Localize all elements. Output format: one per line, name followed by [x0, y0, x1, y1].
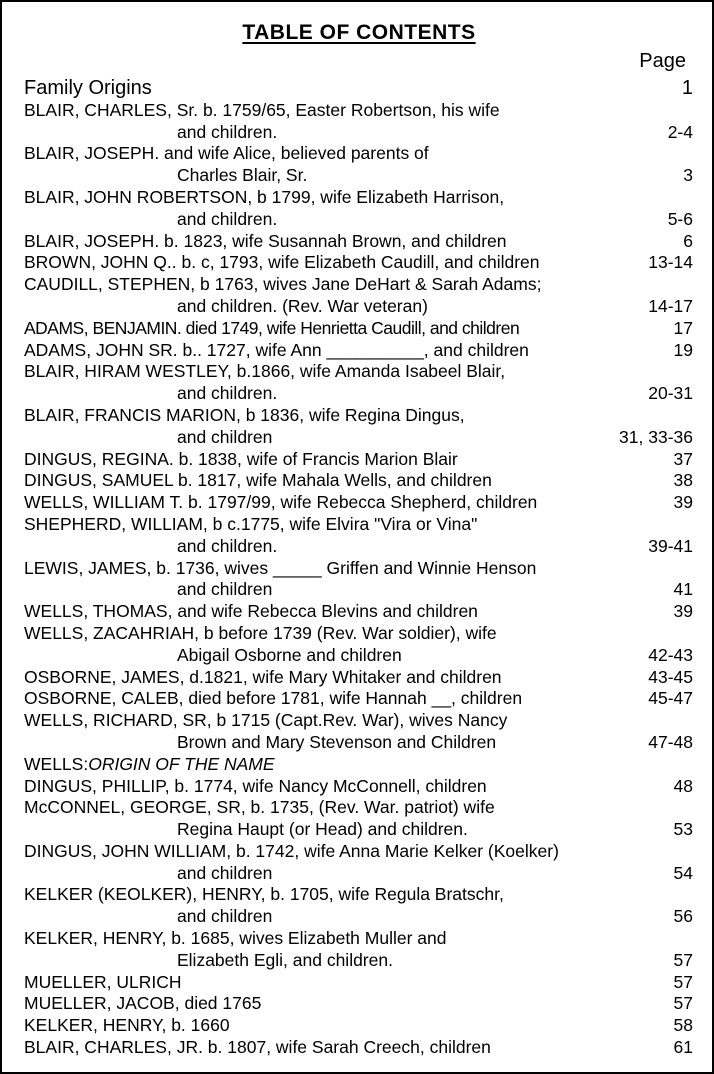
toc-entry — [24, 797, 693, 841]
toc-entry-page-number: 42-43 — [644, 645, 693, 667]
toc-entry-page-number: 39 — [670, 601, 693, 623]
toc-entry-text: Elizabeth Egli, and children. — [177, 949, 393, 970]
toc-entry-text: DINGUS, PHILLIP, b. 1774, wife Nancy McConnell, children — [24, 775, 487, 796]
toc-entry-text: and children. — [177, 383, 278, 404]
toc-entry — [24, 993, 693, 1015]
toc-entry — [24, 492, 693, 514]
toc-entry-text: BLAIR, JOSEPH. b. 1823, wife Susannah Brown, and children — [24, 230, 507, 251]
toc-entry-text: BLAIR, JOHN ROBERTSON, b 1799, wife Elizabeth Harrison, — [24, 186, 505, 207]
toc-entry — [24, 318, 693, 340]
toc-entry — [24, 514, 693, 558]
toc-entry-line — [24, 841, 693, 863]
toc-entry-line — [24, 340, 693, 362]
toc-entry-page-number: 19 — [670, 340, 693, 362]
toc-entry-text: Brown and Mary Stevenson and Children — [177, 731, 497, 752]
toc-entry-text: WELLS, RICHARD, SR, b 1715 (Capt.Rev. War), wives Nancy — [24, 710, 508, 731]
toc-entry-continuation-line — [24, 536, 693, 558]
toc-entry-line — [24, 776, 693, 798]
toc-entry-page-number: 45-47 — [644, 688, 693, 710]
toc-entry-continuation-line — [24, 950, 693, 972]
toc-entry-text: KELKER, HENRY, b. 1685, wives Elizabeth Muller and — [24, 928, 447, 949]
toc-entry-page-number: 39-41 — [644, 536, 693, 558]
toc-entry-line — [24, 558, 693, 580]
toc-entry — [24, 449, 693, 471]
toc-entry-line — [24, 1015, 693, 1037]
toc-entry-page-number: 57 — [670, 972, 693, 994]
toc-entry-page-number: 14-17 — [644, 296, 693, 318]
toc-entry-line — [24, 78, 693, 100]
toc-entry-text: BLAIR, CHARLES, Sr. b. 1759/65, Easter Robertson, his wife — [24, 99, 500, 120]
toc-entry — [24, 361, 693, 405]
toc-entry-line — [24, 318, 693, 340]
toc-entry-text: BLAIR, CHARLES, JR. b. 1807, wife Sarah Creech, children — [24, 1037, 491, 1058]
toc-entry-line — [24, 187, 693, 209]
toc-entry-page-number: 56 — [670, 906, 693, 928]
toc-entry-text: and children — [177, 426, 273, 447]
toc-entry-line — [24, 252, 693, 274]
toc-entry-page-number: 39 — [670, 492, 693, 514]
toc-entry-text: LEWIS, JAMES, b. 1736, wives _____ Griffen and Winnie Henson — [24, 557, 537, 578]
toc-entry-page-number: 57 — [670, 950, 693, 972]
toc-entry — [24, 688, 693, 710]
toc-entry-page-number: 58 — [670, 1015, 693, 1037]
toc-entry-text: Regina Haupt (or Head) and children. — [177, 819, 468, 840]
toc-entry-line — [24, 274, 693, 296]
toc-entry-text: DINGUS, REGINA. b. 1838, wife of Francis Marion Blair — [24, 448, 458, 469]
toc-entry-text: DINGUS, SAMUEL b. 1817, wife Mahala Wells, and children — [24, 470, 492, 491]
toc-entry-page-number: 54 — [670, 863, 693, 885]
toc-entry — [24, 274, 693, 318]
toc-entry-page-number: 53 — [670, 819, 693, 841]
toc-entry-text: Family Origins — [24, 77, 152, 99]
toc-entry-text: BLAIR, FRANCIS MARION, b 1836, wife Regina Dingus, — [24, 404, 465, 425]
toc-entry-line — [24, 710, 693, 732]
toc-entry-list — [24, 78, 693, 1059]
toc-entry-text: SHEPHERD, WILLIAM, b c.1775, wife Elvira "Vira or Vina" — [24, 513, 478, 534]
toc-entry-text: CAUDILL, STEPHEN, b 1763, wives Jane DeHart & Sarah Adams; — [24, 274, 542, 295]
toc-entry-text: McCONNEL, GEORGE, SR, b. 1735, (Rev. War. patriot) wife — [24, 797, 495, 818]
toc-entry-text: and children — [177, 906, 273, 927]
toc-entry-line — [24, 993, 693, 1015]
toc-entry-continuation-line — [24, 209, 693, 231]
toc-entry-continuation-line — [24, 906, 693, 928]
toc-entry-page-number: 57 — [670, 993, 693, 1015]
toc-entry-continuation-line — [24, 383, 693, 405]
toc-entry-text: DINGUS, JOHN WILLIAM, b. 1742, wife Anna Marie Kelker (Koelker) — [24, 840, 559, 861]
toc-entry — [24, 340, 693, 362]
toc-entry-continuation-line — [24, 296, 693, 318]
toc-entry-text: BLAIR, JOSEPH. and wife Alice, believed parents of — [24, 143, 429, 164]
toc-entry — [24, 1015, 693, 1037]
toc-entry-text: and children. — [177, 121, 278, 142]
toc-entry-page-number: 48 — [670, 776, 693, 798]
toc-entry-text: ADAMS, JOHN SR. b.. 1727, wife Ann __________, and children — [24, 339, 529, 360]
toc-entry-continuation-line — [24, 427, 693, 449]
toc-entry-text: and children — [177, 579, 273, 600]
toc-entry-text: OSBORNE, JAMES, d.1821, wife Mary Whitaker and children — [24, 666, 502, 687]
toc-entry-page-number: 20-31 — [644, 383, 693, 405]
toc-entry-text: ADAMS, BENJAMIN. died 1749, wife Henrietta Caudill, and children — [24, 317, 520, 338]
toc-entry-page-number: 47-48 — [644, 732, 693, 754]
toc-entry — [24, 252, 693, 274]
toc-entry-page-number: 6 — [679, 231, 693, 253]
toc-entry — [24, 231, 693, 253]
toc-entry-text: Charles Blair, Sr. — [177, 165, 308, 186]
toc-entry-page-number: 13-14 — [644, 252, 693, 274]
toc-entry — [24, 928, 693, 972]
toc-entry-text: Abigail Osborne and children — [177, 644, 402, 665]
toc-entry-text: BLAIR, HIRAM WESTLEY, b.1866, wife Amanda Isabeel Blair, — [24, 361, 506, 382]
toc-entry — [24, 776, 693, 798]
toc-entry-line — [24, 449, 693, 471]
toc-entry-italic-text: ORIGIN OF THE NAME — [88, 753, 275, 774]
toc-entry-page-number: 2-4 — [664, 122, 693, 144]
toc-entry-text: and children. — [177, 208, 278, 229]
toc-entry-line — [24, 623, 693, 645]
toc-entry-text: WELLS, THOMAS, and wife Rebecca Blevins and children — [24, 601, 478, 622]
toc-entry-continuation-line — [24, 863, 693, 885]
toc-entry-text: and children. — [177, 535, 278, 556]
toc-entry-page-number: 38 — [670, 470, 693, 492]
toc-entry-line — [24, 405, 693, 427]
toc-entry — [24, 710, 693, 754]
toc-entry — [24, 558, 693, 602]
toc-entry — [24, 754, 693, 776]
toc-entry — [24, 884, 693, 928]
toc-entry-continuation-line — [24, 122, 693, 144]
toc-entry-line — [24, 361, 693, 383]
toc-entry — [24, 143, 693, 187]
toc-entry-text: BROWN, JOHN Q.. b. c, 1793, wife Elizabeth Caudill, and children — [24, 252, 540, 273]
toc-entry-text: and children. (Rev. War veteran) — [177, 295, 428, 316]
toc-entry — [24, 470, 693, 492]
toc-entry-text: WELLS, ZACAHRIAH, b before 1739 (Rev. War soldier), wife — [24, 622, 497, 643]
page-title: TABLE OF CONTENTS — [242, 21, 476, 44]
toc-entry — [24, 972, 693, 994]
toc-entry-text: OSBORNE, CALEB, died before 1781, wife Hannah __, children — [24, 688, 523, 709]
toc-entry-text: WELLS, WILLIAM T. b. 1797/99, wife Rebecca Shepherd, children — [24, 492, 538, 513]
toc-entry-page-number: 61 — [670, 1037, 693, 1059]
toc-entry-continuation-line — [24, 579, 693, 601]
toc-entry-line — [24, 797, 693, 819]
toc-entry — [24, 841, 693, 885]
toc-entry — [24, 78, 693, 100]
toc-entry-line — [24, 667, 693, 689]
toc-entry — [24, 405, 693, 449]
toc-entry-continuation-line — [24, 732, 693, 754]
toc-entry-line — [24, 688, 693, 710]
toc-entry — [24, 1037, 693, 1059]
toc-entry-continuation-line — [24, 819, 693, 841]
toc-entry-line — [24, 143, 693, 165]
toc-entry-page-number: 37 — [670, 449, 693, 471]
toc-entry-page-number: 41 — [670, 579, 693, 601]
toc-entry-page-number: 5-6 — [664, 209, 693, 231]
toc-entry-line — [24, 1037, 693, 1059]
toc-entry-text: MUELLER, ULRICH — [24, 971, 182, 992]
toc-entry — [24, 100, 693, 144]
toc-entry-text: KELKER (KEOLKER), HENRY, b. 1705, wife Regula Bratschr, — [24, 884, 504, 905]
toc-entry — [24, 187, 693, 231]
toc-entry-continuation-line — [24, 645, 693, 667]
toc-entry-page-number: 31, 33-36 — [615, 427, 693, 449]
toc-entry-line — [24, 884, 693, 906]
toc-entry-line — [24, 754, 693, 776]
toc-entry-page-number: 43-45 — [644, 667, 693, 689]
toc-entry-text: KELKER, HENRY, b. 1660 — [24, 1015, 230, 1036]
toc-entry-page-number: 1 — [678, 78, 693, 100]
toc-entry-line — [24, 470, 693, 492]
toc-entry — [24, 623, 693, 667]
toc-entry-text: and children — [177, 862, 273, 883]
toc-entry — [24, 667, 693, 689]
toc-entry-line — [24, 514, 693, 536]
toc-entry-line — [24, 928, 693, 950]
toc-entry-line — [24, 231, 693, 253]
toc-entry — [24, 601, 693, 623]
toc-entry-line — [24, 601, 693, 623]
toc-entry-text: MUELLER, JACOB, died 1765 — [24, 993, 262, 1014]
toc-entry-line — [24, 100, 693, 122]
toc-entry-page-number: 3 — [679, 165, 693, 187]
toc-entry-text: WELLS: — [24, 753, 89, 774]
toc-entry-continuation-line — [24, 165, 693, 187]
toc-entry-line — [24, 492, 693, 514]
toc-entry-line — [24, 972, 693, 994]
page-column-header: Page — [639, 50, 686, 72]
toc-entry-page-number: 17 — [670, 318, 693, 340]
